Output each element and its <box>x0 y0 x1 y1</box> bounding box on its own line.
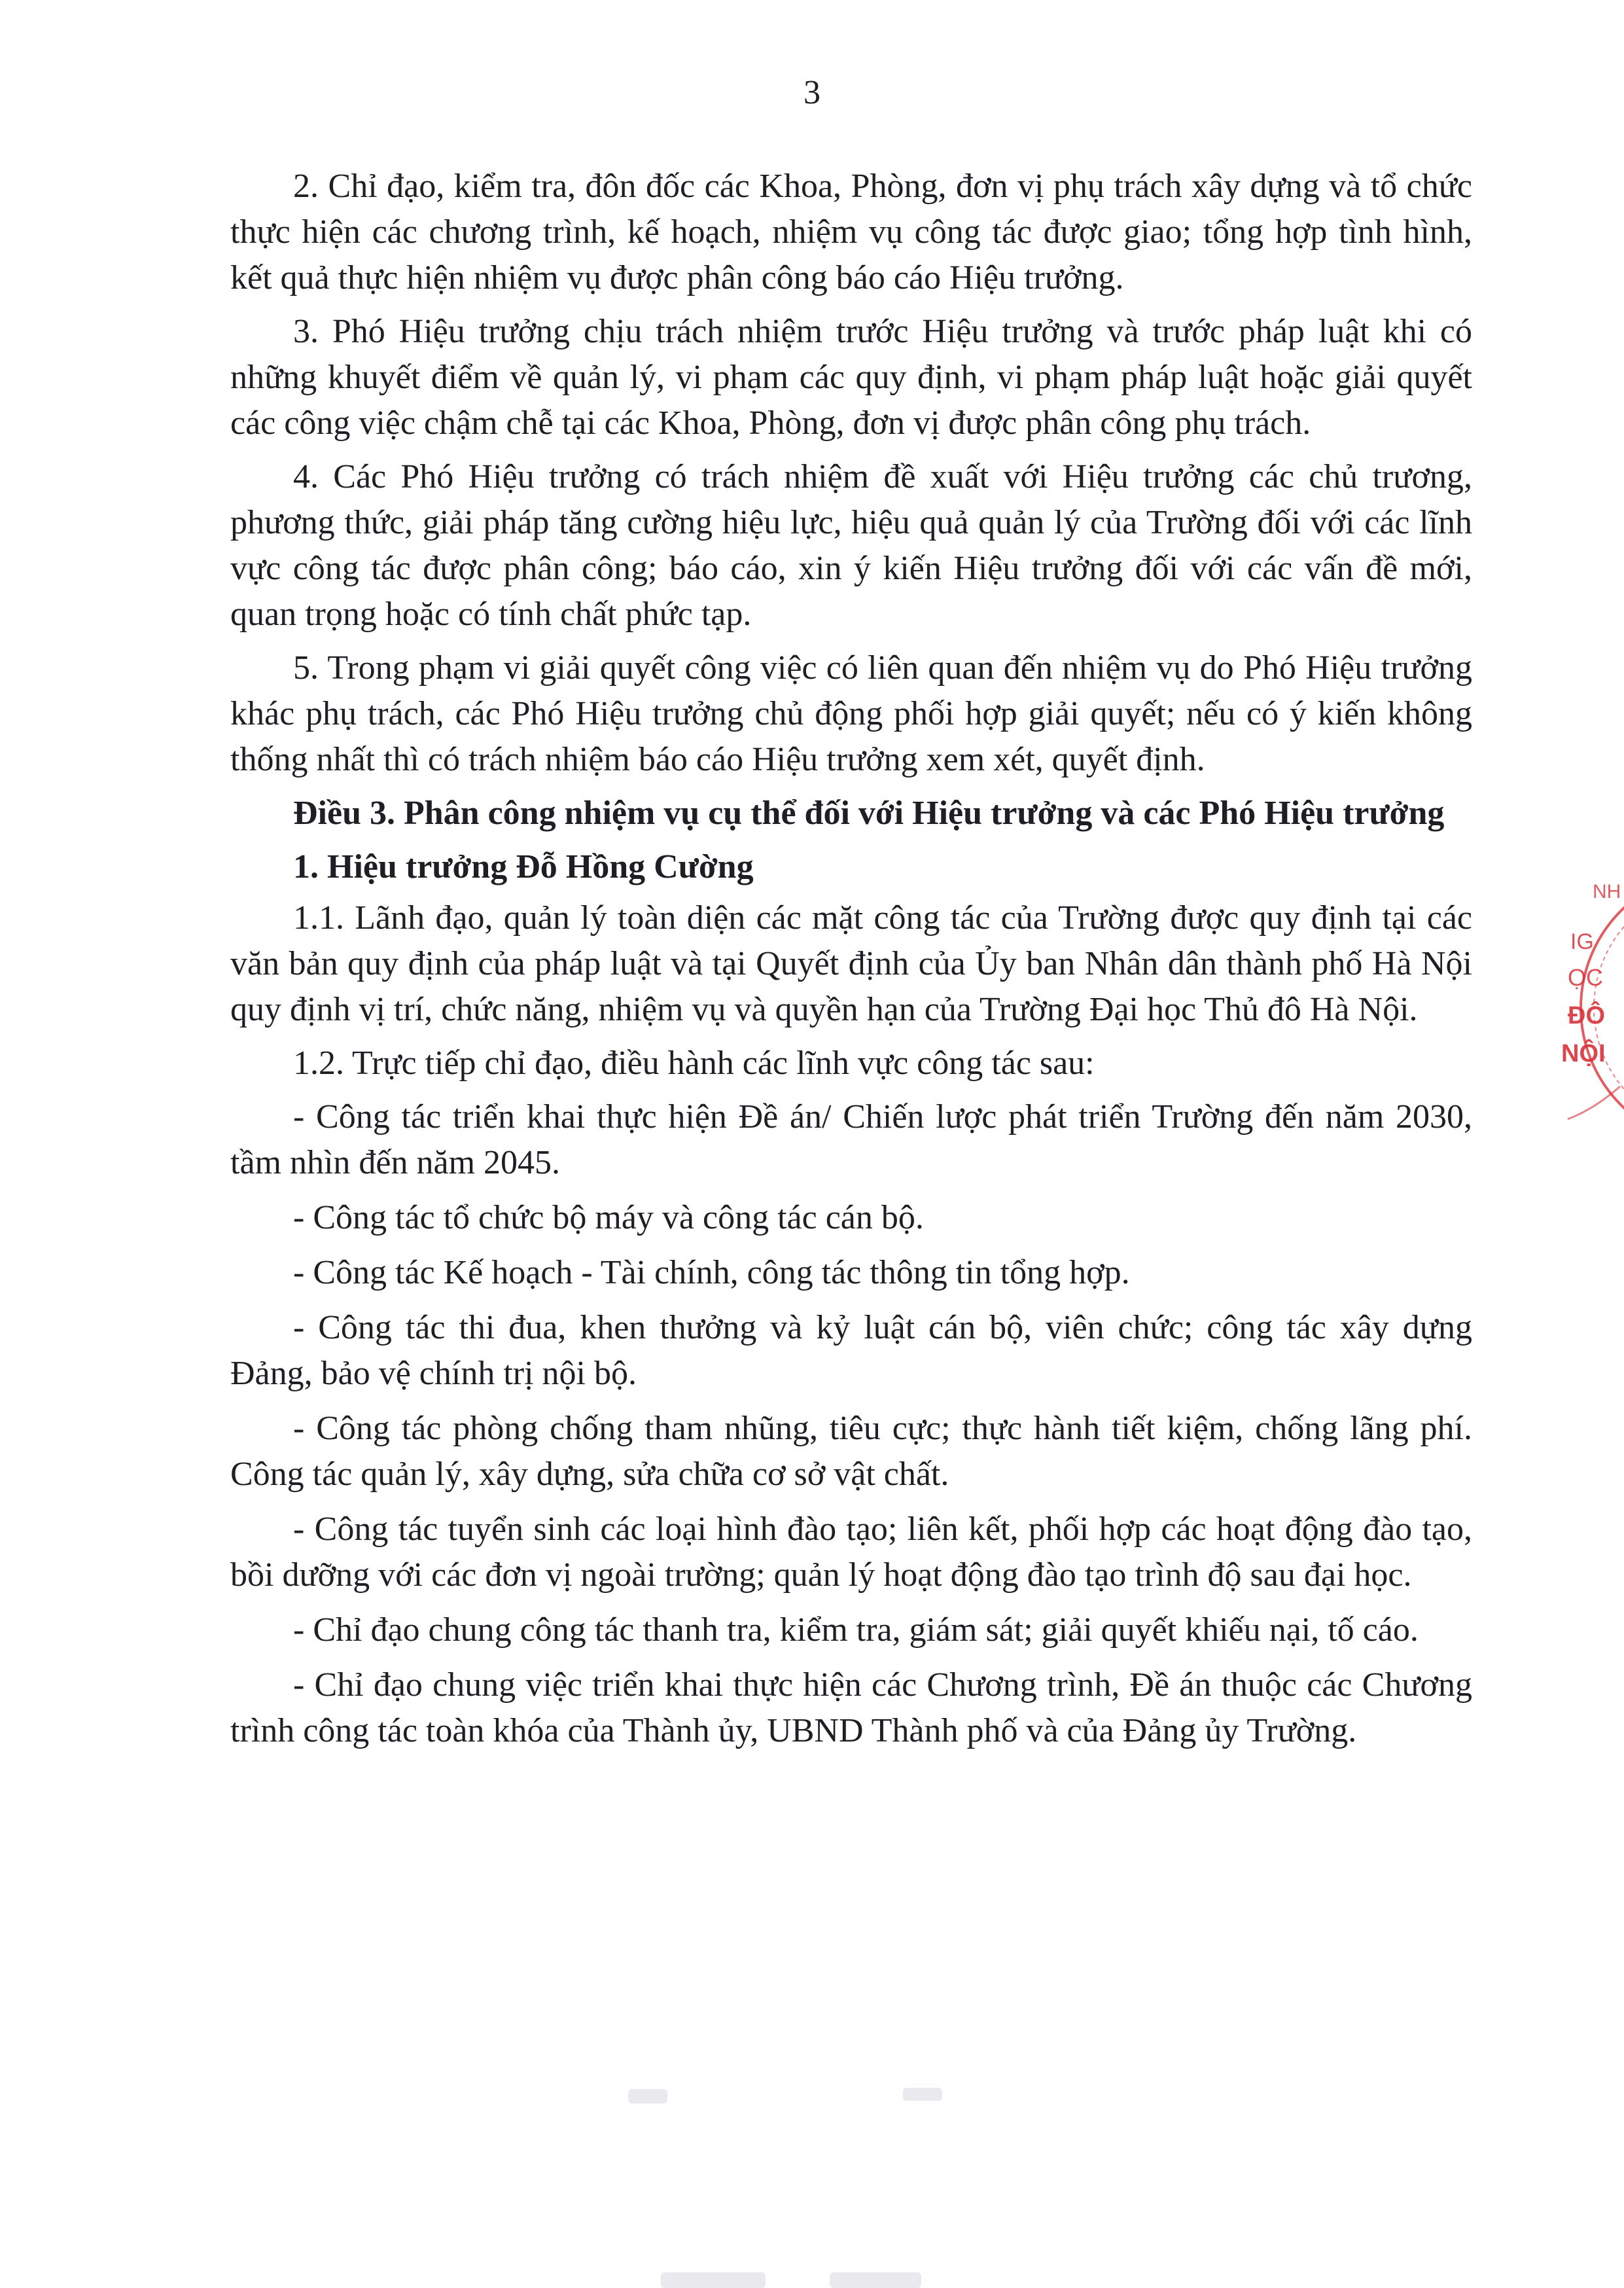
seal-text-fragment: IG <box>1570 929 1594 954</box>
article-3-heading: Điều 3. Phân công nhiệm vụ cụ thể đối với Hiệu trưởng và các Phó Hiệu trưởng <box>293 795 1445 832</box>
seal-text-fragment: NỘI <box>1561 1040 1606 1067</box>
scan-smudge <box>661 2272 766 2288</box>
paragraph-3: 3. Phó Hiệu trưởng chịu trách nhiệm trước Hiệu trưởng và trước pháp luật khi có những khuyết điểm về quản lý, vi phạm các quy định, vi phạm pháp luật hoặc giải quyết các công việc chậm chễ tại các Khoa, Phòng, đơn vị được phân công phụ trách. <box>230 313 1472 442</box>
duty-item: - Công tác tổ chức bộ máy và công tác cán bộ. <box>293 1199 924 1236</box>
duty-item: - Công tác Kế hoạch - Tài chính, công tác thông tin tổng hợp. <box>293 1254 1130 1291</box>
official-seal-fragment <box>1542 851 1624 1165</box>
paragraph-2: 2. Chỉ đạo, kiểm tra, đôn đốc các Khoa, Phòng, đơn vị phụ trách xây dựng và tổ chức thực hiện các chương trình, kế hoạch, nhiệm vụ công tác được giao; tổng hợp tình hình, kết quả thực hiện nhiệm vụ được phân công báo cáo Hiệu trưởng. <box>230 168 1472 296</box>
seal-graphic <box>1542 851 1624 1165</box>
section-1-heading: 1. Hiệu trưởng Đỗ Hồng Cường <box>293 848 754 885</box>
document-body <box>230 164 1472 1763</box>
seal-text-fragment: ĐÔ <box>1568 1002 1605 1029</box>
duty-item: - Công tác triển khai thực hiện Đề án/ Chiến lược phát triển Trường đến năm 2030, tầm nhìn đến năm 2045. <box>230 1098 1472 1181</box>
duty-item: - Công tác thi đua, khen thưởng và kỷ luật cán bộ, viên chức; công tác xây dựng Đảng, bảo vệ chính trị nội bộ. <box>230 1309 1472 1392</box>
duty-item: - Công tác phòng chống tham nhũng, tiêu cực; thực hành tiết kiệm, chống lãng phí. Công tác quản lý, xây dựng, sửa chữa cơ sở vật chất. <box>230 1410 1472 1493</box>
item-1-2: 1.2. Trực tiếp chỉ đạo, điều hành các lĩnh vực công tác sau: <box>293 1045 1095 1082</box>
scan-smudge <box>830 2272 921 2288</box>
item-1-1: 1.1. Lãnh đạo, quản lý toàn diện các mặt công tác của Trường được quy định tại các văn bản quy định của pháp luật và tại Quyết định của Ủy ban Nhân dân thành phố Hà Nội quy định vị trí, chức năng, nhiệm vụ và quyền hạn của Trường Đại học Thủ đô Hà Nội. <box>230 899 1472 1028</box>
duty-item: - Chỉ đạo chung việc triển khai thực hiện các Chương trình, Đề án thuộc các Chương trình công tác toàn khóa của Thành ủy, UBND Thành phố và của Đảng ủy Trường. <box>230 1666 1472 1749</box>
duty-item: - Chỉ đạo chung công tác thanh tra, kiểm tra, giám sát; giải quyết khiếu nại, tố cáo. <box>293 1611 1419 1649</box>
duty-item: - Công tác tuyển sinh các loại hình đào tạo; liên kết, phối hợp các hoạt động đào tạo, bồi dưỡng với các đơn vị ngoài trường; quản lý hoạt động đào tạo trình độ sau đại học. <box>230 1510 1472 1594</box>
paragraph-5: 5. Trong phạm vi giải quyết công việc có liên quan đến nhiệm vụ do Phó Hiệu trưởng khác phụ trách, các Phó Hiệu trưởng chủ động phối hợp giải quyết; nếu có ý kiến không thống nhất thì có trách nhiệm báo cáo Hiệu trưởng xem xét, quyết định. <box>230 649 1472 778</box>
paragraph-4: 4. Các Phó Hiệu trưởng có trách nhiệm đề xuất với Hiệu trưởng các chủ trương, phương thức, giải pháp tăng cường hiệu lực, hiệu quả quản lý của Trường đối với các lĩnh vực công tác được phân công; báo cáo, xin ý kiến Hiệu trưởng đối với các vấn đề mới, quan trọng hoặc có tính chất phức tạp. <box>230 458 1472 633</box>
seal-text-fragment: ỌC <box>1568 964 1603 991</box>
scan-smudge <box>628 2089 667 2103</box>
scan-smudge <box>903 2088 942 2101</box>
page-number: 3 <box>803 74 821 111</box>
seal-text-fragment: NH <box>1593 881 1621 903</box>
